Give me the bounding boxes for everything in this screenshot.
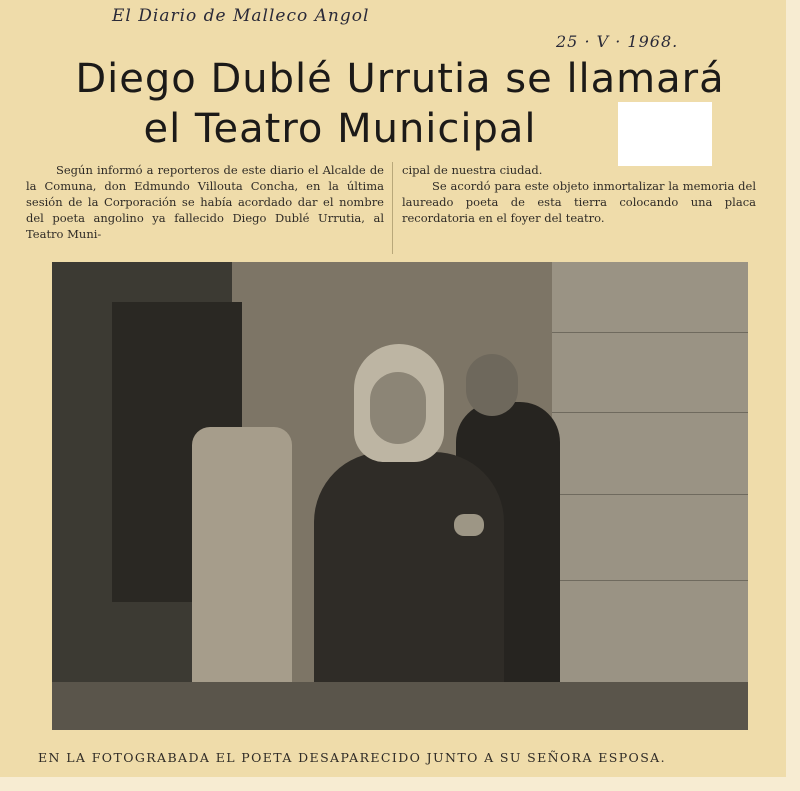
photo-stone-joint bbox=[552, 412, 748, 413]
headline-line-2: el Teatro Municipal bbox=[143, 106, 537, 152]
article-paragraph: Se acordó para este objeto inmortalizar la memoria del laureado poeta de esta tierra colocando una placa recordatoria en el foyer del teatro. bbox=[402, 179, 756, 225]
article-paragraph: Según informó a reporteros de este diario el Alcalde de la Comuna, don Edmundo Villouta Concha, en la última sesión de la Corporación se había acordado dar el nombre del poeta angolino ya fallecido Diego Dublé Urrutia, al Teatro Muni- bbox=[26, 163, 384, 241]
photo-stone-joint bbox=[552, 494, 748, 495]
photo-caption: EN LA FOTOGRABADA EL POETA DESAPARECIDO JUNTO A SU SEÑORA ESPOSA. bbox=[38, 750, 666, 765]
photo-stone-joint bbox=[552, 580, 748, 581]
scan-margin-right bbox=[786, 0, 800, 791]
handwritten-date: 25 · V · 1968. bbox=[556, 32, 679, 51]
article-paragraph: cipal de nuestra ciudad. bbox=[402, 163, 543, 177]
photo-hand bbox=[454, 514, 484, 536]
article-body bbox=[26, 162, 756, 258]
article-column-left bbox=[26, 162, 384, 242]
article-column-right bbox=[402, 162, 756, 226]
photo-floor bbox=[52, 682, 748, 730]
headline-line-1: Diego Dublé Urrutia se llamará bbox=[75, 56, 725, 102]
handwritten-source: El Diario de Malleco Angol bbox=[112, 6, 370, 26]
photograph bbox=[52, 262, 748, 730]
redaction-patch bbox=[618, 102, 712, 166]
column-divider bbox=[392, 162, 393, 254]
photo-poet-head bbox=[466, 354, 518, 416]
photo-stone-joint bbox=[552, 332, 748, 333]
photo-wife-face bbox=[370, 372, 426, 444]
scan-margin-bottom bbox=[0, 777, 800, 791]
